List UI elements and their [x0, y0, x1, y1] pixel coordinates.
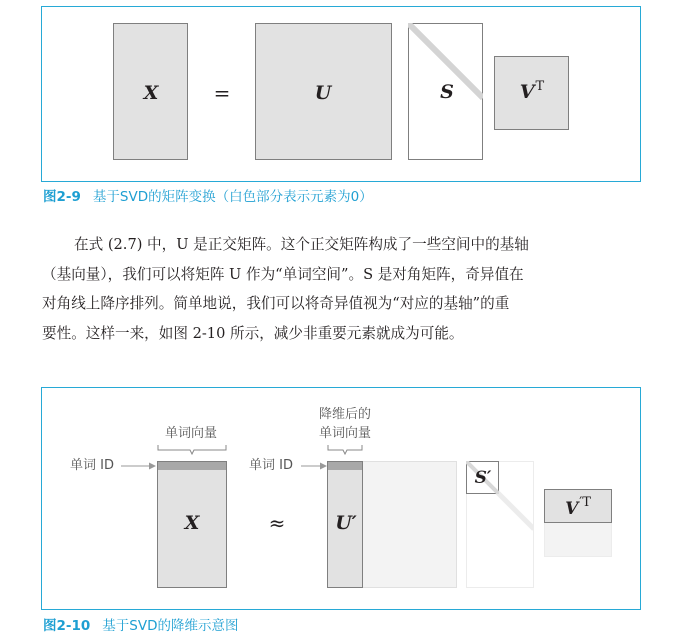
- paragraph-line-4: [42, 319, 642, 349]
- matrix-x-symbol: X: [143, 82, 159, 104]
- reduced-vector-label-line1: 降维后的: [318, 407, 372, 422]
- figure-2-10-caption: [43, 614, 239, 634]
- matrix-v-letter: V: [519, 81, 535, 103]
- body-paragraph: [42, 230, 642, 348]
- matrix-v-symbol: [520, 79, 544, 103]
- paragraph-line-3: [42, 289, 642, 319]
- word-id-arrow-2: [301, 461, 328, 471]
- caption-number-2: 图2-10: [43, 618, 91, 634]
- equals-sign: =: [213, 81, 231, 105]
- paragraph-line-2-text: （基向量），我们可以将矩阵 U 作为“单词空间”。S 是对角矩阵，奇异值在: [42, 265, 524, 283]
- paragraph-line-3-text: 对角线上降序排列。简单地说，我们可以将奇异值视为“对应的基轴”的重: [42, 295, 510, 312]
- matrix-u-reduced-symbol: U′: [335, 512, 357, 534]
- paragraph-line-1: [42, 230, 642, 260]
- matrix-s-reduced-symbol: S′: [474, 468, 492, 488]
- paragraph-line-4-text: 要性。这样一来，如图 2-10 所示，减少非重要元素就成为可能。: [42, 324, 464, 342]
- caption-text: 基于SVD的矩阵变换（白色部分表示元素为0）: [92, 189, 373, 205]
- matrix-v-reduced-symbol: [565, 495, 591, 519]
- matrix-u-symbol: U: [314, 82, 332, 104]
- figure-2-9-caption: [43, 185, 373, 205]
- matrix-s-symbol: S: [440, 81, 454, 103]
- word-id-label-1: 单词 ID: [70, 458, 114, 473]
- matrix-x-full-symbol: X: [184, 512, 200, 534]
- reduced-row-highlight: [328, 462, 362, 470]
- word-id-arrow-1: [121, 461, 157, 471]
- matrix-v-reduced-superscript: ′T: [579, 495, 591, 510]
- caption-number: 图2-9: [43, 189, 81, 205]
- word-vector-label: 单词向量: [164, 426, 218, 441]
- paragraph-line-1-text: 在式 (2.7) 中，U 是正交矩阵。这个正交矩阵构成了一些空间中的基轴: [74, 236, 529, 253]
- matrix-v-superscript: T: [535, 79, 545, 94]
- approx-sign: ≈: [268, 511, 286, 535]
- word-id-label-2: 单词 ID: [249, 458, 293, 473]
- word-vector-brace: [157, 444, 227, 456]
- reduced-vector-brace: [327, 444, 363, 456]
- matrix-v-reduced-letter: V: [565, 499, 579, 519]
- reduced-vector-label-line2: 单词向量: [318, 426, 372, 441]
- caption-text-2: 基于SVD的降维示意图: [102, 618, 239, 634]
- word-vector-row-highlight: [158, 462, 226, 470]
- paragraph-line-2: [42, 260, 642, 290]
